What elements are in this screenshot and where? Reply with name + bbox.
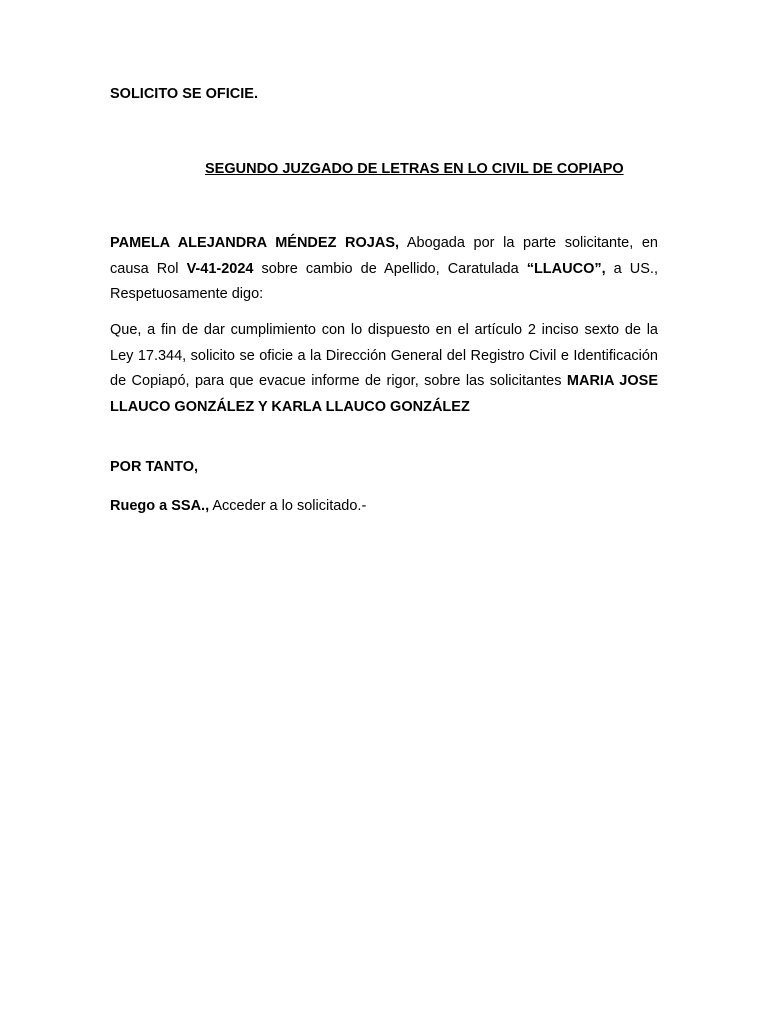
intro-text-a: Abogada por la parte solicitante, en causa Rol [110,235,658,277]
por-tanto-text: POR TANTO, [110,459,199,475]
closing-line [110,495,658,517]
case-rol: V-41-2024 [186,260,254,277]
case-caratula: “LLAUCO”, [526,260,606,277]
closing-bold: Ruego a SSA., [110,498,210,514]
intro-text-c: a US., Respetuosamente digo: [110,260,658,302]
request-text: Que, a fin de dar cumplimiento con lo dispuesto en el artículo 2 inciso sexto de la Ley 17.344, solicito se oficie a la Dirección General del Registro Civil e Identificación de Copiapó, para que evacue informe de rigor, sobre las solicitantes [110,322,658,389]
document-heading: SOLICITO SE OFICIE. [110,86,258,102]
paragraph-request [110,318,658,420]
court-title: SEGUNDO JUZGADO DE LETRAS EN LO CIVIL DE COPIAPO [205,161,624,177]
lawyer-name: PAMELA ALEJANDRA MÉNDEZ ROJAS, [110,235,400,251]
por-tanto [110,456,658,478]
intro-text-b: sobre cambio de Apellido, Caratulada [253,260,527,277]
paragraph-intro [110,231,658,308]
applicant-names: MARIA JOSE LLAUCO GONZÁLEZ Y KARLA LLAUCO GONZÁLEZ [110,373,658,415]
closing-text: Acceder a lo solicitado.- [209,498,367,514]
